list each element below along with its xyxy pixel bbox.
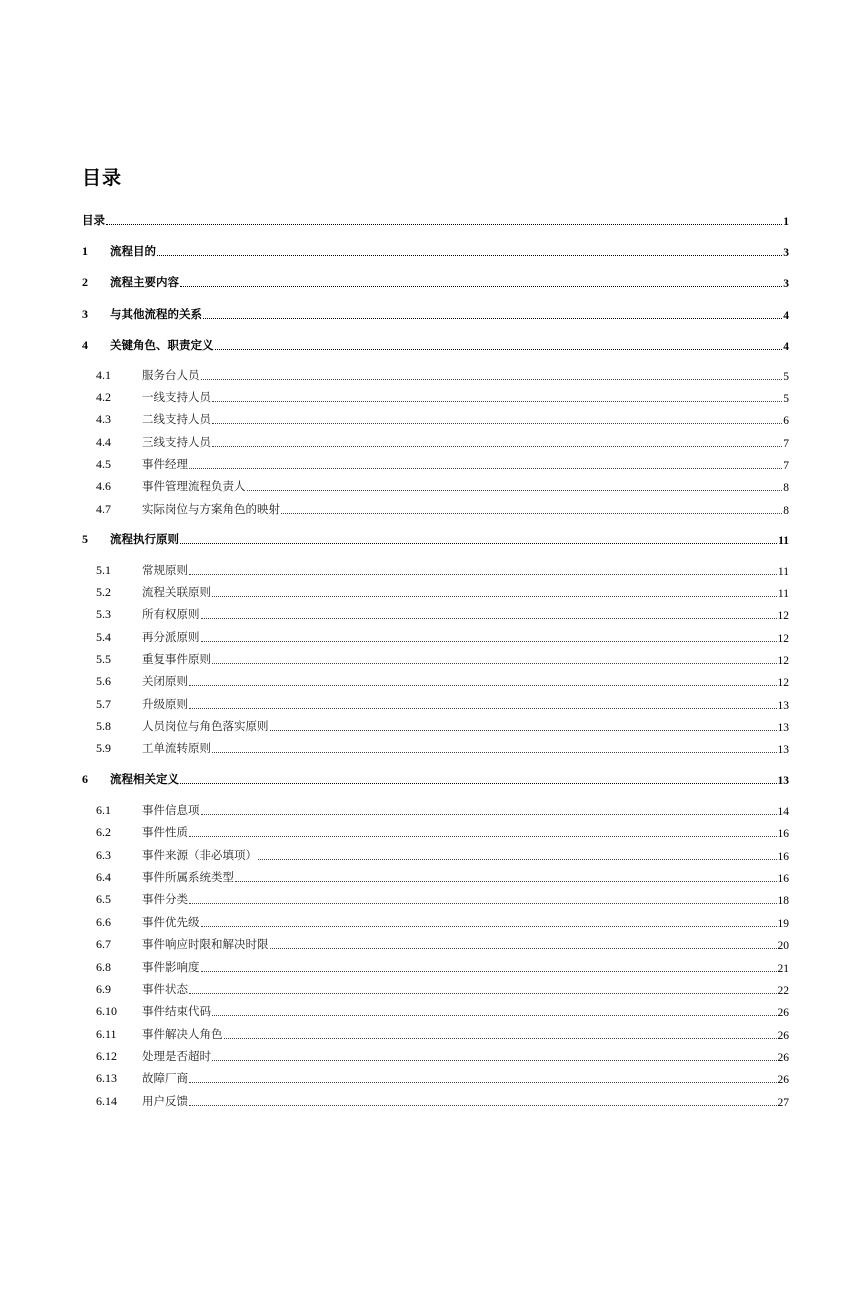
toc-entry-title: 目录: [82, 213, 105, 227]
toc-entry-title: 与其他流程的关系: [110, 307, 202, 321]
toc-leader-dots: [189, 685, 777, 686]
toc-entry-title: 事件结束代码: [142, 1004, 211, 1018]
toc-leader-dots: [224, 1038, 777, 1039]
toc-leader-dots: [106, 224, 782, 225]
toc-entry-number: 4: [82, 338, 88, 352]
toc-entry-title: 常规原则: [142, 563, 188, 577]
toc-entry[interactable]: [82, 454, 789, 472]
toc-entry-title: 事件优先级: [142, 915, 200, 929]
toc-leader-dots: [201, 971, 777, 972]
toc-entry-number: 6.2: [96, 825, 111, 839]
toc-entry-page: 7: [783, 460, 789, 472]
toc-leader-dots: [157, 255, 782, 256]
toc-leader-dots: [203, 318, 782, 319]
toc-entry[interactable]: [82, 694, 789, 712]
toc-entry-page: 13: [777, 775, 789, 787]
toc-leader-dots: [180, 543, 777, 544]
toc-entry-number: 6.9: [96, 982, 111, 996]
toc-entry-page: 26: [777, 1052, 789, 1064]
toc-entry-page: 6: [783, 415, 789, 427]
toc-leader-dots: [189, 1082, 777, 1083]
toc-entry[interactable]: [82, 365, 789, 383]
toc-leader-dots: [212, 1060, 777, 1061]
toc-entry-page: 4: [783, 310, 789, 322]
toc-entry[interactable]: [82, 560, 789, 578]
toc-entry-title: 处理是否超时: [142, 1049, 211, 1063]
toc-entry-title: 用户反馈: [142, 1094, 188, 1108]
toc-entry-page: 12: [777, 655, 789, 667]
toc-leader-dots: [215, 349, 783, 350]
toc-entry[interactable]: [82, 1001, 789, 1019]
toc-entry-title: 事件解决人角色: [142, 1027, 223, 1041]
toc-entry-number: 5.3: [96, 607, 111, 621]
toc-entry-title: 流程相关定义: [110, 772, 179, 786]
toc-entry-title: 升级原则: [142, 697, 188, 711]
toc-entry-page: 3: [783, 278, 789, 290]
toc-entry-number: 5.1: [96, 563, 111, 577]
toc-leader-dots: [212, 446, 782, 447]
toc-leader-dots: [281, 513, 782, 514]
toc-entry-page: 14: [777, 806, 789, 818]
toc-entry-number: 6.11: [96, 1027, 117, 1041]
toc-entry-number: 6.4: [96, 870, 111, 884]
toc-entry-number: 3: [82, 307, 88, 321]
toc-entry-page: 26: [777, 1030, 789, 1042]
toc-entry[interactable]: [82, 867, 789, 885]
toc-entry-page: 8: [783, 482, 789, 494]
toc-entry-number: 6.13: [96, 1071, 117, 1085]
toc-leader-dots: [212, 401, 782, 402]
toc-entry-number: 6.10: [96, 1004, 117, 1018]
toc-entry-page: 1: [783, 216, 789, 228]
toc-entry-number: 4.5: [96, 457, 111, 471]
toc-entry-page: 19: [777, 918, 789, 930]
toc-entry-number: 6.8: [96, 960, 111, 974]
toc-entry-title: 事件分类: [142, 892, 188, 906]
toc-entry-page: 11: [778, 535, 789, 547]
toc-entry-number: 6.5: [96, 892, 111, 906]
toc-entry[interactable]: [82, 582, 789, 600]
toc-entry-page: 16: [777, 851, 789, 863]
toc-leader-dots: [189, 708, 777, 709]
toc-leader-dots: [189, 1105, 777, 1106]
toc-entry-page: 7: [783, 438, 789, 450]
toc-leader-dots: [212, 596, 777, 597]
toc-entry-number: 1: [82, 244, 88, 258]
toc-entry-title: 事件管理流程负责人: [142, 479, 246, 493]
toc-entry-title: 事件影响度: [142, 960, 200, 974]
toc-entry-number: 5: [82, 532, 88, 546]
toc-entry[interactable]: [82, 1046, 789, 1064]
toc-entry[interactable]: [82, 210, 789, 228]
toc-leader-dots: [189, 993, 777, 994]
toc-entry-title: 事件经理: [142, 457, 188, 471]
toc-entry-number: 6.1: [96, 803, 111, 817]
toc-entry[interactable]: [82, 912, 789, 930]
toc-entry[interactable]: [82, 716, 789, 734]
toc-entry-title: 关键角色、职责定义: [110, 338, 214, 352]
toc-leader-dots: [270, 948, 777, 949]
toc-entry[interactable]: [82, 934, 789, 952]
toc-entry-number: 4.3: [96, 412, 111, 426]
toc-leader-dots: [212, 1015, 777, 1016]
toc-entry[interactable]: [82, 432, 789, 450]
toc-entry-number: 6: [82, 772, 88, 786]
toc-entry-page: 3: [783, 247, 789, 259]
toc-entry-number: 5.5: [96, 652, 111, 666]
toc-entry-number: 6.14: [96, 1094, 117, 1108]
toc-entry-title: 一线支持人员: [142, 390, 211, 404]
toc-leader-dots: [201, 926, 777, 927]
toc-entry-title: 事件响应时限和解决时限: [142, 937, 269, 951]
toc-entry-page: 18: [777, 895, 789, 907]
toc-entry[interactable]: [82, 627, 789, 645]
toc-entry-title: 实际岗位与方案角色的映射: [142, 502, 280, 516]
toc-entry-title: 故障厂商: [142, 1071, 188, 1085]
toc-entry-title: 关闭原则: [142, 674, 188, 688]
toc-entry-title: 事件信息项: [142, 803, 200, 817]
toc-entry-page: 8: [783, 505, 789, 517]
toc-entry[interactable]: [82, 671, 789, 689]
toc-heading: 目录: [82, 167, 123, 189]
toc-entry-number: 4.4: [96, 435, 111, 449]
toc-entry[interactable]: [82, 845, 789, 863]
toc-leader-dots: [189, 836, 777, 837]
toc-leader-dots: [180, 286, 782, 287]
toc-entry-page: 20: [777, 940, 789, 952]
toc-entry-title: 再分派原则: [142, 630, 200, 644]
toc-leader-dots: [247, 490, 783, 491]
toc-entry-title: 服务台人员: [142, 368, 200, 382]
toc-entry-number: 4.6: [96, 479, 111, 493]
toc-entry[interactable]: [82, 387, 789, 405]
toc-entry-page: 12: [777, 610, 789, 622]
toc-entry-page: 13: [777, 744, 789, 756]
toc-entry-title: 人员岗位与角色落实原则: [142, 719, 269, 733]
toc-entry-number: 2: [82, 275, 88, 289]
toc-entry-page: 5: [783, 371, 789, 383]
toc-entry-title: 流程目的: [110, 244, 156, 258]
toc-entry[interactable]: [82, 800, 789, 818]
toc-entry-page: 5: [783, 393, 789, 405]
toc-leader-dots: [235, 881, 777, 882]
toc-entry-number: 4.1: [96, 368, 111, 382]
toc-entry-number: 5.6: [96, 674, 111, 688]
toc-entry-title: 三线支持人员: [142, 435, 211, 449]
toc-leader-dots: [258, 859, 777, 860]
toc-leader-dots: [189, 468, 782, 469]
toc-entry[interactable]: [82, 304, 789, 322]
toc-entry[interactable]: [82, 476, 789, 494]
toc-leader-dots: [180, 783, 777, 784]
toc-leader-dots: [270, 730, 777, 731]
toc-entry-number: 5.7: [96, 697, 111, 711]
toc-entry-title: 所有权原则: [142, 607, 200, 621]
toc-entry-number: 6.12: [96, 1049, 117, 1063]
toc-entry[interactable]: [82, 957, 789, 975]
toc-entry-title: 流程关联原则: [142, 585, 211, 599]
toc-entry[interactable]: [82, 822, 789, 840]
toc-entry-title: 流程执行原则: [110, 532, 179, 546]
toc-entry-page: 11: [777, 566, 789, 578]
toc-entry-title: 事件所属系统类型: [142, 870, 234, 884]
toc-entry-page: 11: [777, 588, 789, 600]
toc-leader-dots: [201, 814, 777, 815]
toc-entry[interactable]: [82, 335, 789, 353]
toc-entry-page: 4: [783, 341, 789, 353]
toc-entry[interactable]: [82, 499, 789, 517]
toc-entry-number: 5.4: [96, 630, 111, 644]
toc-entry[interactable]: [82, 604, 789, 622]
toc-entry-title: 工单流转原则: [142, 741, 211, 755]
toc-entry-number: 6.6: [96, 915, 111, 929]
toc-leader-dots: [201, 641, 777, 642]
toc-entry-page: 22: [777, 985, 789, 997]
toc-entry[interactable]: [82, 1068, 789, 1086]
toc-entry-title: 事件性质: [142, 825, 188, 839]
toc-entry-page: 27: [777, 1097, 789, 1109]
toc-entry-page: 26: [777, 1074, 789, 1086]
toc-entry[interactable]: [82, 1024, 789, 1042]
toc-entry-number: 5.8: [96, 719, 111, 733]
toc-entry-page: 16: [777, 873, 789, 885]
toc-leader-dots: [212, 423, 782, 424]
toc-entry[interactable]: [82, 979, 789, 997]
toc-entry[interactable]: [82, 649, 789, 667]
toc-entry-page: 16: [777, 828, 789, 840]
toc-entry-number: 4.7: [96, 502, 111, 516]
toc-entry[interactable]: [82, 889, 789, 907]
toc-entry-number: 5.9: [96, 741, 111, 755]
toc-entry[interactable]: [82, 272, 789, 290]
toc-entry-number: 6.3: [96, 848, 111, 862]
toc-entry[interactable]: [82, 409, 789, 427]
toc-entry[interactable]: [82, 738, 789, 756]
toc-entry[interactable]: [82, 241, 789, 259]
toc-entry-page: 12: [777, 677, 789, 689]
toc-entry[interactable]: [82, 1091, 789, 1109]
toc-entry-title: 重复事件原则: [142, 652, 211, 666]
toc-entry-number: 5.2: [96, 585, 111, 599]
toc-entry-number: 6.7: [96, 937, 111, 951]
toc-entry-page: 12: [777, 633, 789, 645]
toc-leader-dots: [212, 752, 777, 753]
toc-leader-dots: [189, 903, 777, 904]
toc-leader-dots: [201, 618, 777, 619]
toc-entry-title: 二线支持人员: [142, 412, 211, 426]
toc-entry-number: 4.2: [96, 390, 111, 404]
toc-entry-page: 13: [777, 700, 789, 712]
toc-entry[interactable]: [82, 529, 789, 547]
toc-entry-title: 事件状态: [142, 982, 188, 996]
toc-entry-page: 26: [777, 1007, 789, 1019]
toc-entry-title: 流程主要内容: [110, 275, 179, 289]
toc-leader-dots: [212, 663, 777, 664]
toc-leader-dots: [189, 574, 777, 575]
toc-entry-page: 13: [777, 722, 789, 734]
toc-entry[interactable]: [82, 769, 789, 787]
toc-leader-dots: [201, 379, 783, 380]
toc-entry-page: 21: [777, 963, 789, 975]
toc-entry-title: 事件来源（非必填项）: [142, 848, 257, 862]
